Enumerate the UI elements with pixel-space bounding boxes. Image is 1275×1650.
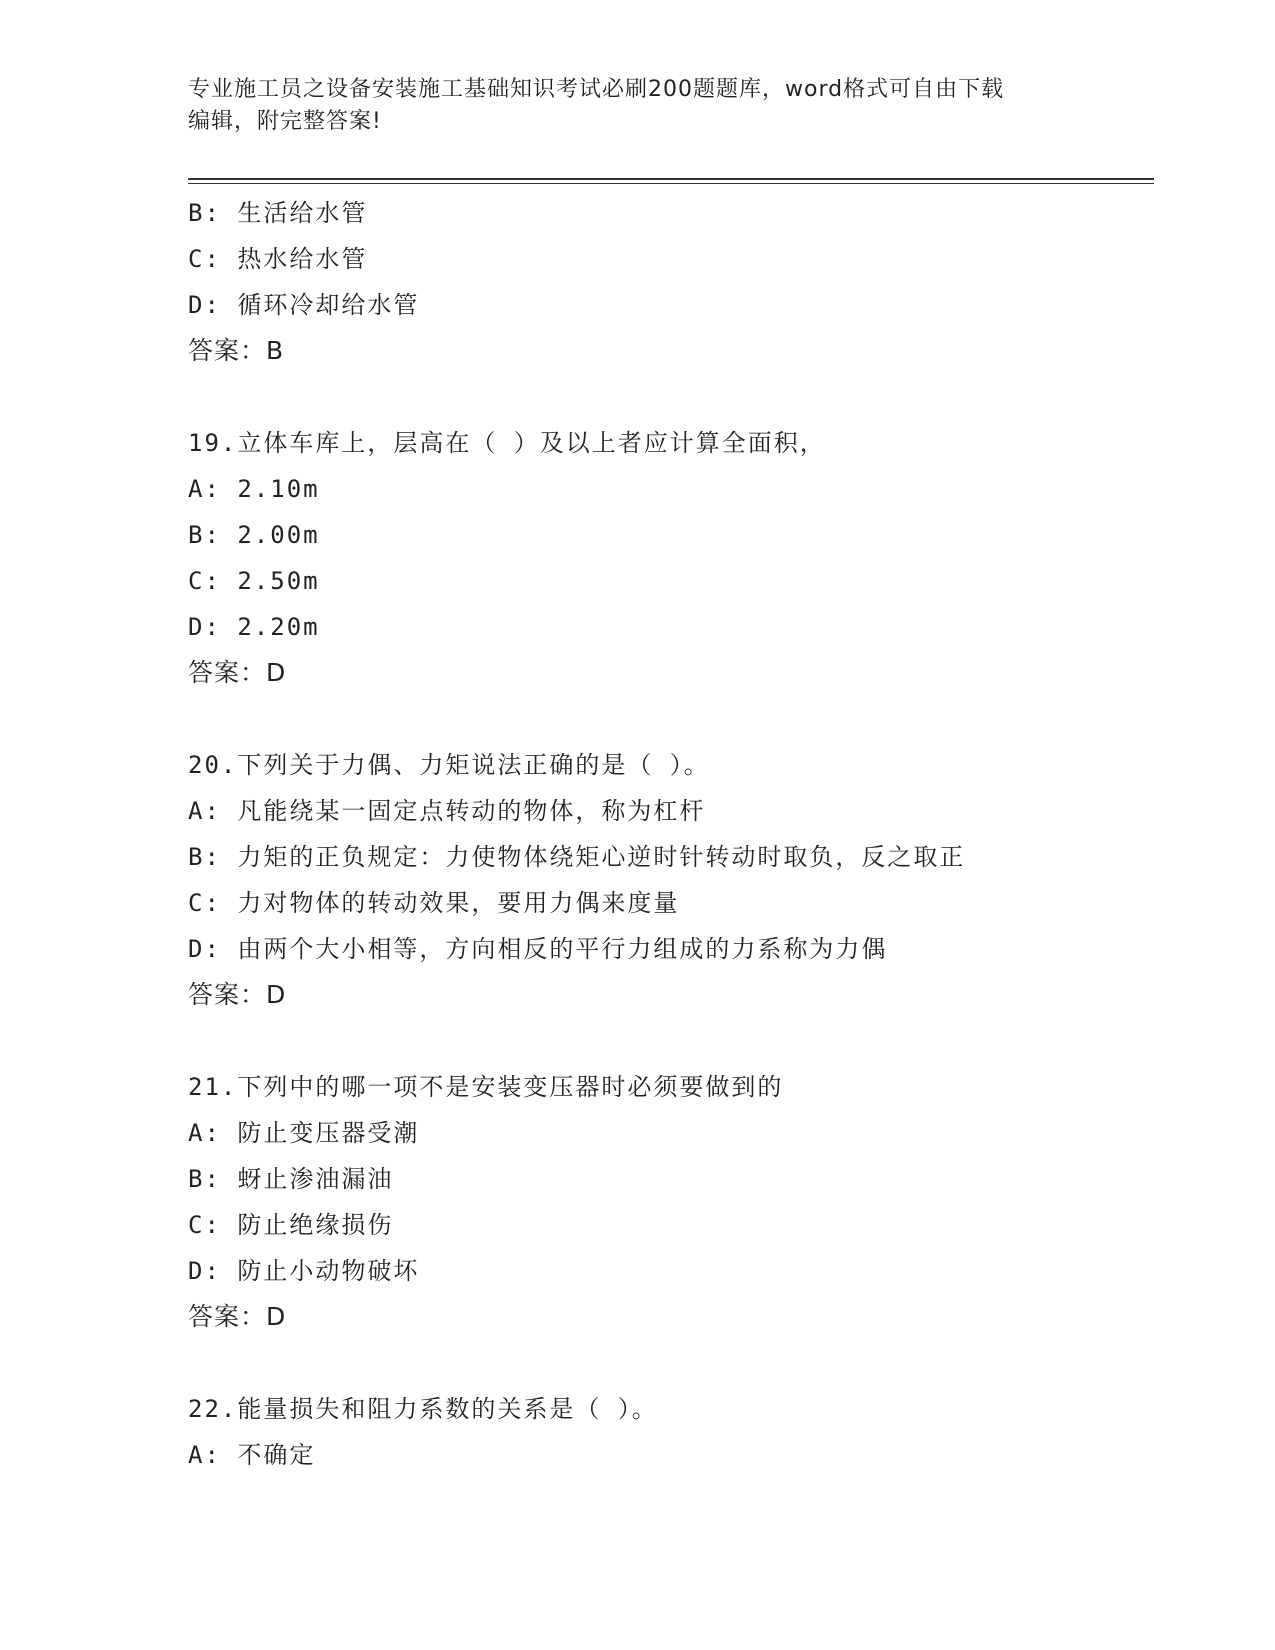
answer-label: 答案：D [188,1302,287,1331]
option-d: D: 循环冷却给水管 [188,291,420,319]
question-block-22 [188,1386,1154,1478]
header-title-line-1: 专业施工员之设备安装施工基础知识考试必刷200题题库，word格式可自由下载 [188,77,1005,102]
option-a: A: 不确定 [188,1441,316,1469]
answer-label: 答案：D [188,980,287,1009]
option-d: D: 防止小动物破坏 [188,1257,420,1285]
option-d: D: 由两个大小相等，方向相反的平行力组成的力系称为力偶 [188,935,888,963]
header-title-line-2: 编辑，附完整答案! [188,109,382,134]
option-c: C: 2.50m [188,567,320,595]
option-b: B: 2.00m [188,521,320,549]
option-a: A: 防止变压器受潮 [188,1119,420,1147]
option-a: A: 2.10m [188,475,320,503]
spacer [188,696,1154,742]
option-c: C: 防止绝缘损伤 [188,1211,394,1239]
question-block-19 [188,420,1154,696]
spacer [188,1340,1154,1386]
option-b: B: 力矩的正负规定：力使物体绕矩心逆时针转动时取负，反之取正 [188,843,966,871]
spacer [188,1018,1154,1064]
option-c: C: 力对物体的转动效果，要用力偶来度量 [188,889,680,917]
question-block-20 [188,742,1154,1018]
question-block-21 [188,1064,1154,1340]
answer-label: 答案：D [188,658,287,687]
question-block-18 [188,190,1154,374]
header-divider-thick [188,178,1154,180]
header-divider-thin [188,183,1154,184]
document-header [188,74,1088,138]
question-text: 19.立体车库上，层高在（ ）及以上者应计算全面积， [188,429,826,457]
question-text: 22.能量损失和阻力系数的关系是（ ）。 [188,1395,658,1423]
option-d: D: 2.20m [188,613,320,641]
option-c: C: 热水给水管 [188,245,368,273]
question-text: 20.下列关于力偶、力矩说法正确的是（ ）。 [188,751,710,779]
option-b: B: 蚜止渗油漏油 [188,1165,394,1193]
question-text: 21.下列中的哪一项不是安装变压器时必须要做到的 [188,1073,784,1101]
spacer [188,374,1154,420]
option-a: A: 凡能绕某一固定点转动的物体，称为杠杆 [188,797,706,825]
question-list [188,190,1154,1478]
option-b: B: 生活给水管 [188,199,368,227]
answer-label: 答案：B [188,336,285,365]
